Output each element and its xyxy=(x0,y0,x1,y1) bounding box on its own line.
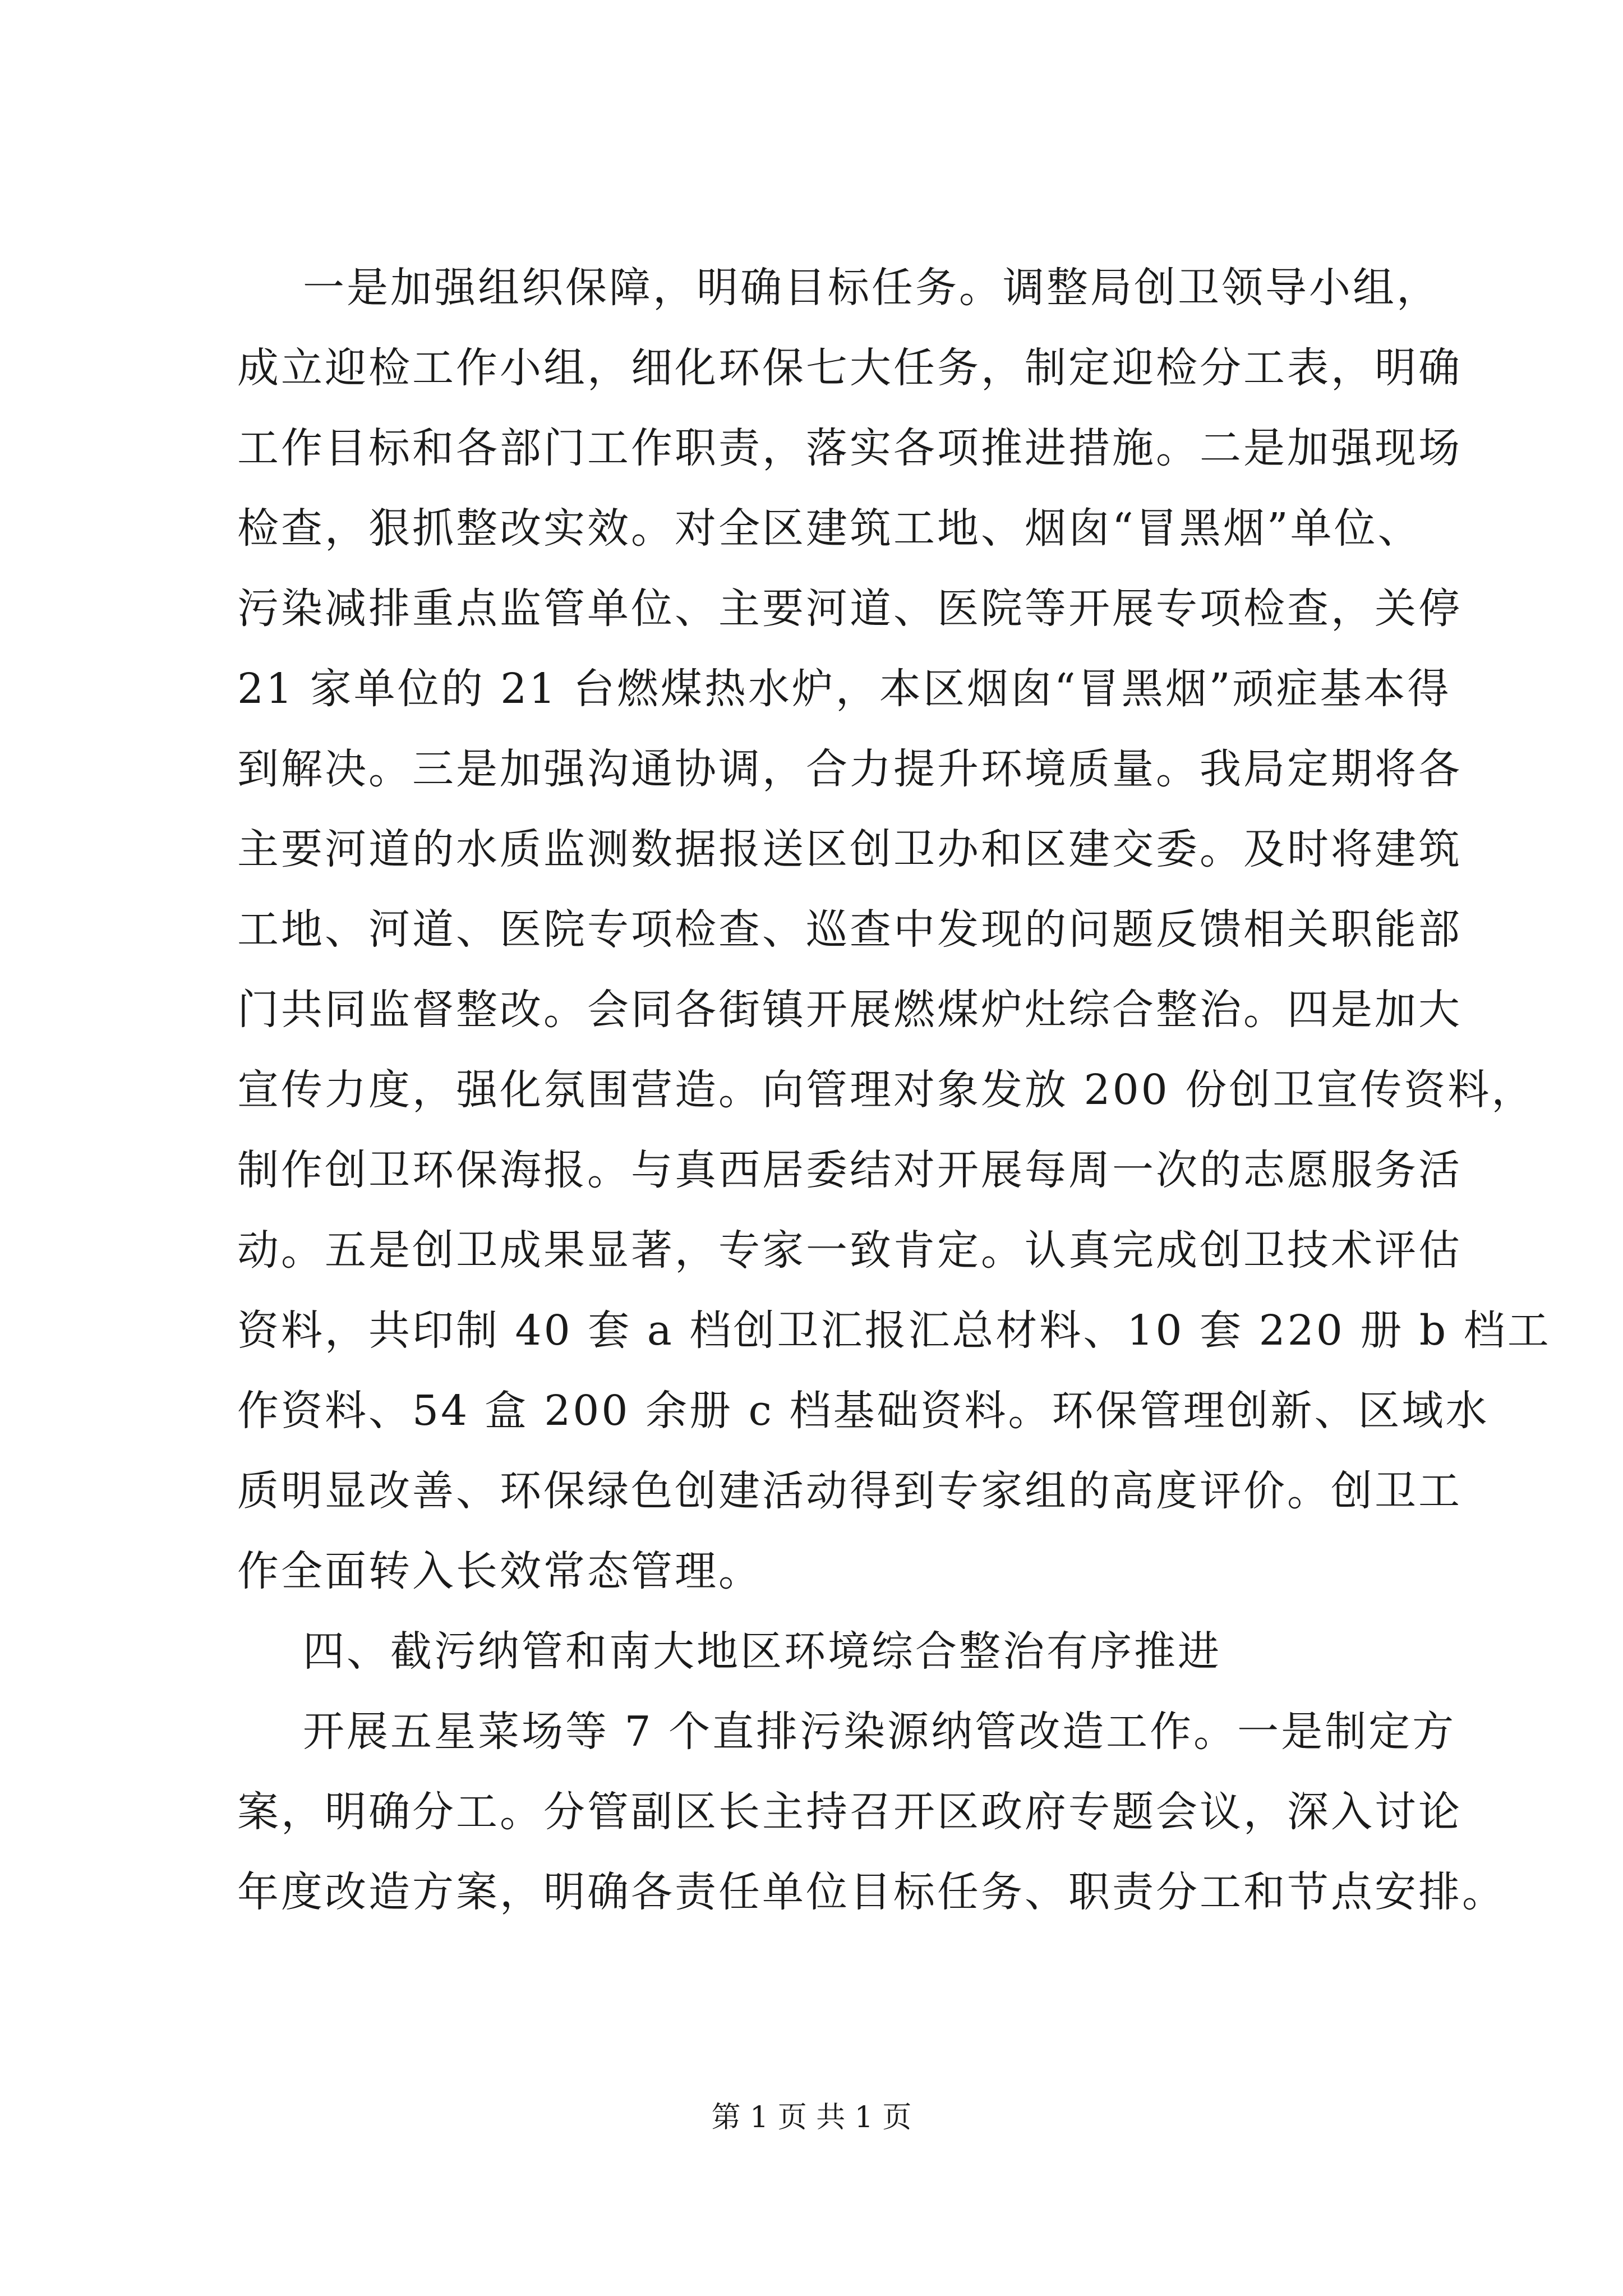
paragraph-line: 检查，狠抓整改实效。对全区建筑工地、烟囱“冒黑烟”单位、 xyxy=(237,504,1422,553)
paragraph-line: 21 家单位的 21 台燃煤热水炉，本区烟囱“冒黑烟”顽症基本得 xyxy=(237,665,1451,713)
paragraph-line: 到解决。三是加强沟通协调，合力提升环境质量。我局定期将各 xyxy=(237,745,1462,793)
paragraph-line: 工地、河道、医院专项检查、巡查中发现的问题反馈相关职能部 xyxy=(237,905,1462,954)
paragraph-line: 制作创卫环保海报。与真西居委结对开展每周一次的志愿服务活 xyxy=(237,1146,1462,1194)
paragraph-line: 一是加强组织保障，明确目标任务。调整局创卫领导小组， xyxy=(303,264,1440,312)
paragraph-line: 工作目标和各部门工作职责，落实各项推进措施。二是加强现场 xyxy=(237,424,1462,472)
paragraph-line: 作全面转入长效常态管理。 xyxy=(237,1547,762,1595)
paragraph-line: 主要河道的水质监测数据报送区创卫办和区建交委。及时将建筑 xyxy=(237,825,1462,873)
page-footer: 第 1 页 共 1 页 xyxy=(711,2101,912,2134)
paragraph-line: 质明显改善、环保绿色创建活动得到专家组的高度评价。创卫工 xyxy=(237,1467,1462,1515)
paragraph-line: 门共同监督整改。会同各街镇开展燃煤炉灶综合整治。四是加大 xyxy=(237,986,1462,1034)
paragraph-line: 成立迎检工作小组，细化环保七大任务，制定迎检分工表，明确 xyxy=(237,344,1462,392)
paragraph-line: 案，明确分工。分管副区长主持召开区政府专题会议，深入讨论 xyxy=(237,1788,1462,1836)
paragraph-line: 年度改造方案，明确各责任单位目标任务、职责分工和节点安排。 xyxy=(237,1868,1506,1916)
paragraph-line: 宣传力度，强化氛围营造。向管理对象发放 200 份创卫宣传资料， xyxy=(237,1066,1536,1114)
paragraph-line: 开展五星菜场等 7 个直排污染源纳管改造工作。一是制定方 xyxy=(303,1708,1456,1756)
paragraph-line: 动。五是创卫成果显著，专家一致肯定。认真完成创卫技术评估 xyxy=(237,1226,1462,1274)
paragraph-line: 资料，共印制 40 套 a 档创卫汇报汇总材料、10 套 220 册 b 档工 xyxy=(237,1306,1551,1355)
section-heading: 四、截污纳管和南大地区环境综合整治有序推进 xyxy=(303,1627,1221,1676)
paragraph-line: 作资料、54 盒 200 余册 c 档基础资料。环保管理创新、区域水 xyxy=(237,1387,1490,1435)
paragraph-line: 污染减排重点监管单位、主要河道、医院等开展专项检查，关停 xyxy=(237,585,1462,633)
